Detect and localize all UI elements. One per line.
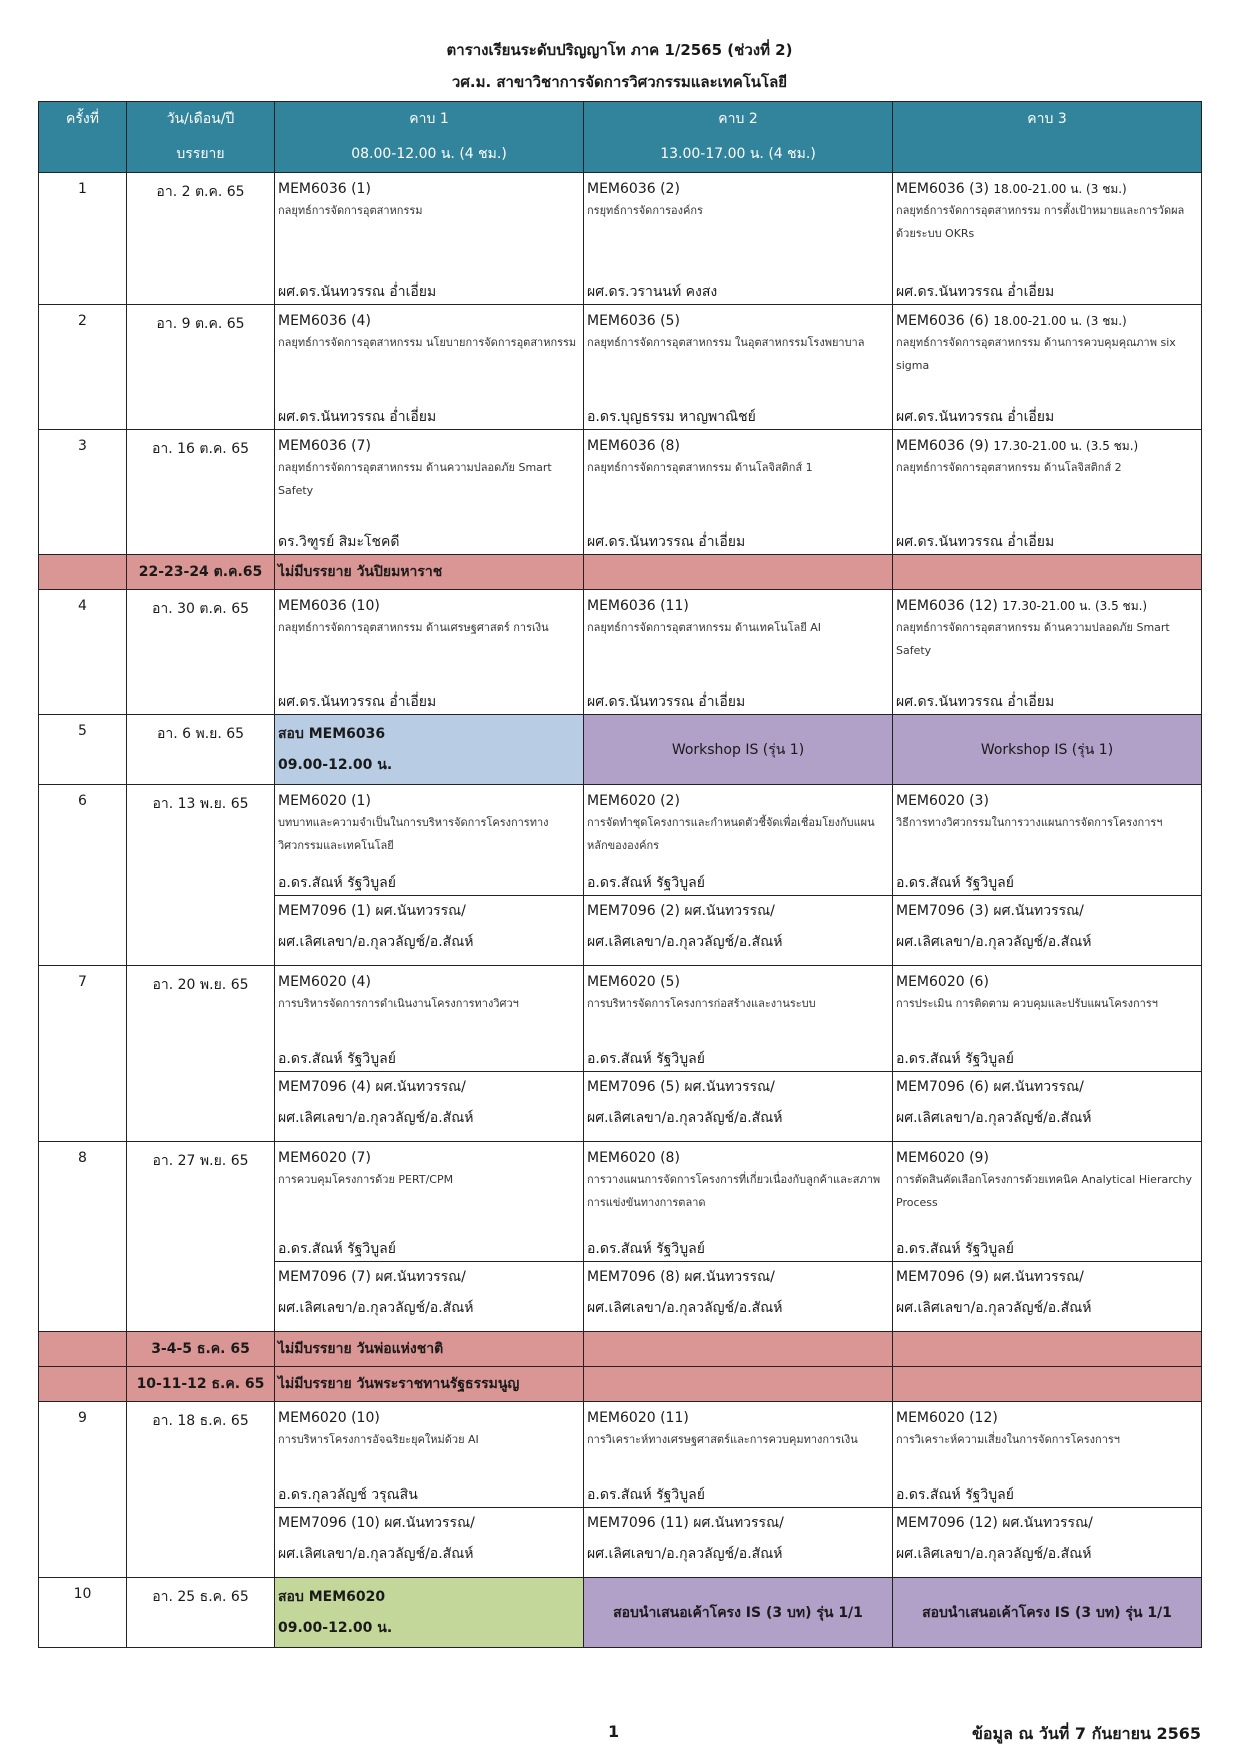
holiday-date: 10-11-12 ธ.ค. 65 bbox=[127, 1367, 275, 1402]
course-code: MEM6020 (4) bbox=[278, 974, 371, 990]
holiday-blank bbox=[39, 1332, 127, 1367]
exam-time: 09.00-12.00 น. bbox=[278, 756, 393, 773]
period-3-cell bbox=[893, 966, 1202, 1072]
course-topic: กลยุทธ์การจัดการอุตสาหกรรม ด้านเทคโนโลยี AI bbox=[587, 621, 822, 634]
session-date: อา. 6 พ.ย. 65 bbox=[127, 715, 275, 785]
course-topic: บทบาทและความจำเป็นในการบริหารจัดการโครงการทางวิศวกรรมและเทคโนโลยี bbox=[278, 816, 549, 852]
holiday-note: ไม่มีบรรยาย วันพ่อแห่งชาติ bbox=[275, 1332, 584, 1367]
holiday-note: ไม่มีบรรยาย วันพระราชทานรัฐธรรมนูญ bbox=[275, 1367, 584, 1402]
session-no: 2 bbox=[39, 305, 127, 430]
header-session-no: ครั้งที่ bbox=[39, 102, 127, 173]
course-code: MEM6020 (1) bbox=[278, 793, 371, 809]
session-date: อา. 16 ต.ค. 65 bbox=[127, 430, 275, 555]
instructor: อ.ดร.สัณห์ รัฐวิบูลย์ bbox=[278, 875, 396, 891]
session-row-8 bbox=[39, 1142, 1202, 1262]
course-code: MEM6036 (6) 18.00-21.00 น. (3 ชม.) bbox=[896, 313, 1127, 329]
document-title: ตารางเรียนระดับปริญญาโท ภาค 1/2565 (ช่วงที่ 2) bbox=[446, 41, 793, 59]
course-topic: กลยุทธ์การจัดการอุตสาหกรรม นโยบายการจัดการอุตสาหกรรม bbox=[278, 336, 577, 349]
instructor: ผศ.ดร.นันทวรรณ อ่ำเอี่ยม bbox=[278, 284, 437, 300]
holiday-row-1 bbox=[39, 555, 1202, 590]
course-code: MEM6036 (7) bbox=[278, 438, 371, 454]
period-1-cell bbox=[275, 785, 584, 896]
session-row-5 bbox=[39, 715, 1202, 785]
course-code: MEM6020 (5) bbox=[587, 974, 680, 990]
session-date: อา. 2 ต.ค. 65 bbox=[127, 173, 275, 305]
instructor: อ.ดร.สัณห์ รัฐวิบูลย์ bbox=[587, 1051, 705, 1067]
course-code: MEM6020 (7) bbox=[278, 1150, 371, 1166]
session-no: 6 bbox=[39, 785, 127, 966]
course-topic: การตัดสินคัดเลือกโครงการด้วยเทคนิค Analytical Hierarchy Process bbox=[896, 1173, 1193, 1209]
instructor: ดร.วิฑูรย์ สิมะโชคดี bbox=[278, 534, 400, 550]
workshop-cell: Workshop IS (รุ่น 1) bbox=[584, 715, 893, 785]
period-3-cell bbox=[893, 1142, 1202, 1262]
session-no: 7 bbox=[39, 966, 127, 1142]
schedule-table bbox=[38, 101, 1202, 1648]
course-topic: กลยุทธ์การจัดการอุตสาหกรรม ด้านโลจิสติกส์ 2 bbox=[896, 461, 1122, 474]
course-code: MEM6036 (8) bbox=[587, 438, 680, 454]
period-3-cell bbox=[893, 590, 1202, 715]
instructor: ผศ.ดร.นันทวรรณ อ่ำเอี่ยม bbox=[896, 694, 1055, 710]
course-code: MEM6020 (12) bbox=[896, 1410, 998, 1426]
course-topic: วิธีการทางวิศวกรรมในการวางแผนการจัดการโครงการฯ bbox=[896, 816, 1163, 829]
period-2-cell bbox=[584, 590, 893, 715]
session-row-4 bbox=[39, 590, 1202, 715]
session-no: 8 bbox=[39, 1142, 127, 1332]
instructor: อ.ดร.สัณห์ รัฐวิบูลย์ bbox=[278, 1241, 396, 1257]
course-topic: กลยุทธ์การจัดการอุตสาหกรรม bbox=[278, 204, 423, 217]
course-topic: การบริหารโครงการอัจฉริยะยุคใหม่ด้วย AI bbox=[278, 1433, 479, 1446]
course-code: MEM6020 (6) bbox=[896, 974, 989, 990]
period-1-cell bbox=[275, 1142, 584, 1262]
course-topic: การวิเคราะห์ความเสี่ยงในการจัดการโครงการฯ bbox=[896, 1433, 1120, 1446]
course-code: MEM6020 (3) bbox=[896, 793, 989, 809]
seminar-cell-2: MEM7096 (11) ผศ.นันทวรรณ/ ผศ.เลิศเลขา/อ.กุลวลัญช์/อ.สัณห์ bbox=[584, 1508, 893, 1578]
instructor: อ.ดร.สัณห์ รัฐวิบูลย์ bbox=[278, 1051, 396, 1067]
session-row-6 bbox=[39, 785, 1202, 896]
seminar-cell-3: MEM7096 (12) ผศ.นันทวรรณ/ ผศ.เลิศเลขา/อ.กุลวลัญช์/อ.สัณห์ bbox=[893, 1508, 1202, 1578]
period-2-cell bbox=[584, 966, 893, 1072]
period-3-cell bbox=[893, 305, 1202, 430]
period-1-cell bbox=[275, 305, 584, 430]
holiday-blank bbox=[39, 1367, 127, 1402]
exam-title: สอบ MEM6020 bbox=[278, 1588, 386, 1605]
course-topic: การบริหารจัดการโครงการก่อสร้างและงานระบบ bbox=[587, 997, 816, 1010]
holiday-blank bbox=[893, 1332, 1202, 1367]
course-code: MEM6036 (5) bbox=[587, 313, 680, 329]
holiday-blank bbox=[584, 1367, 893, 1402]
course-topic: การจัดทำชุดโครงการและกำหนดตัวชี้จัดเพื่อเชื่อมโยงกับแผนหลักขององค์กร bbox=[587, 816, 875, 852]
period-2-cell bbox=[584, 173, 893, 305]
data-as-of-note: ข้อมูล ณ วันที่ 7 กันยายน 2565 bbox=[971, 1724, 1201, 1743]
time-note: 17.30-21.00 น. (3.5 ชม.) bbox=[1002, 599, 1148, 613]
period-1-cell bbox=[275, 966, 584, 1072]
session-date: อา. 30 ต.ค. 65 bbox=[127, 590, 275, 715]
period-3-cell bbox=[893, 785, 1202, 896]
session-no: 1 bbox=[39, 173, 127, 305]
period-2-cell bbox=[584, 430, 893, 555]
session-no: 5 bbox=[39, 715, 127, 785]
header-period-2: คาบ 2 13.00-17.00 น. (4 ชม.) bbox=[584, 102, 893, 173]
instructor: ผศ.ดร.นันทวรรณ อ่ำเอี่ยม bbox=[278, 694, 437, 710]
course-topic: การวางแผนการจัดการโครงการที่เกี่ยวเนื่องกับลูกค้าและสภาพการแข่งขันทางการตลาด bbox=[587, 1173, 881, 1209]
period-2-cell bbox=[584, 1142, 893, 1262]
proposal-exam-cell: สอบนำเสนอเค้าโครง IS (3 บท) รุ่น 1/1 bbox=[893, 1578, 1202, 1648]
holiday-blank bbox=[39, 555, 127, 590]
course-topic: การควบคุมโครงการด้วย PERT/CPM bbox=[278, 1173, 454, 1186]
page-number: 1 bbox=[608, 1722, 620, 1741]
period-1-cell bbox=[275, 173, 584, 305]
instructor: ผศ.ดร.นันทวรรณ อ่ำเอี่ยม bbox=[587, 534, 746, 550]
instructor: ผศ.ดร.นันทวรรณ อ่ำเอี่ยม bbox=[896, 534, 1055, 550]
holiday-date: 3-4-5 ธ.ค. 65 bbox=[127, 1332, 275, 1367]
period-2-cell bbox=[584, 305, 893, 430]
course-topic: การบริหารจัดการการดำเนินงานโครงการทางวิศวฯ bbox=[278, 997, 519, 1010]
session-date: อา. 27 พ.ย. 65 bbox=[127, 1142, 275, 1332]
session-row-1 bbox=[39, 173, 1202, 305]
exam-cell bbox=[275, 1578, 584, 1648]
instructor: อ.ดร.สัณห์ รัฐวิบูลย์ bbox=[896, 1051, 1014, 1067]
seminar-cell-1: MEM7096 (4) ผศ.นันทวรรณ/ ผศ.เลิศเลขา/อ.กุลวลัญช์/อ.สัณห์ bbox=[275, 1072, 584, 1142]
period-2-cell bbox=[584, 1402, 893, 1508]
course-code: MEM6020 (9) bbox=[896, 1150, 989, 1166]
session-date: อา. 25 ธ.ค. 65 bbox=[127, 1578, 275, 1648]
session-date: อา. 9 ต.ค. 65 bbox=[127, 305, 275, 430]
holiday-blank bbox=[584, 555, 893, 590]
course-code: MEM6036 (3) 18.00-21.00 น. (3 ชม.) bbox=[896, 181, 1127, 197]
instructor: อ.ดร.สัณห์ รัฐวิบูลย์ bbox=[587, 1241, 705, 1257]
session-no: 3 bbox=[39, 430, 127, 555]
instructor: ผศ.ดร.วรานนท์ คงสง bbox=[587, 284, 718, 300]
course-code: MEM6036 (11) bbox=[587, 598, 689, 614]
period-3-cell bbox=[893, 1402, 1202, 1508]
instructor: ผศ.ดร.นันทวรรณ อ่ำเอี่ยม bbox=[896, 284, 1055, 300]
session-no: 4 bbox=[39, 590, 127, 715]
course-topic: การวิเคราะห์ทางเศรษฐศาสตร์และการควบคุมทางการเงิน bbox=[587, 1433, 858, 1446]
workshop-cell: Workshop IS (รุ่น 1) bbox=[893, 715, 1202, 785]
session-date: อา. 20 พ.ย. 65 bbox=[127, 966, 275, 1142]
holiday-blank bbox=[584, 1332, 893, 1367]
seminar-cell-2: MEM7096 (2) ผศ.นันทวรรณ/ ผศ.เลิศเลขา/อ.กุลวลัญช์/อ.สัณห์ bbox=[584, 896, 893, 966]
holiday-blank bbox=[893, 1367, 1202, 1402]
time-note: 18.00-21.00 น. (3 ชม.) bbox=[993, 182, 1127, 196]
seminar-cell-3: MEM7096 (9) ผศ.นันทวรรณ/ ผศ.เลิศเลขา/อ.กุลวลัญช์/อ.สัณห์ bbox=[893, 1262, 1202, 1332]
proposal-exam-cell: สอบนำเสนอเค้าโครง IS (3 บท) รุ่น 1/1 bbox=[584, 1578, 893, 1648]
period-2-cell bbox=[584, 785, 893, 896]
course-code: MEM6020 (8) bbox=[587, 1150, 680, 1166]
session-row-7 bbox=[39, 966, 1202, 1072]
session-row-2 bbox=[39, 305, 1202, 430]
course-topic: กลยุทธ์การจัดการอุตสาหกรรม ด้านความปลอดภัย Smart Safety bbox=[896, 621, 1170, 657]
course-topic: กรยุทธ์การจัดการองค์กร bbox=[587, 204, 703, 217]
course-topic: กลยุทธ์การจัดการอุตสาหกรรม ด้านเศรษฐศาสตร์ การเงิน bbox=[278, 621, 549, 634]
instructor: อ.ดร.สัณห์ รัฐวิบูลย์ bbox=[896, 1487, 1014, 1503]
seminar-cell-1: MEM7096 (10) ผศ.นันทวรรณ/ ผศ.เลิศเลขา/อ.กุลวลัญช์/อ.สัณห์ bbox=[275, 1508, 584, 1578]
course-topic: กลยุทธ์การจัดการอุตสาหกรรม ด้านความปลอดภัย Smart Safety bbox=[278, 461, 552, 497]
course-topic: กลยุทธ์การจัดการอุตสาหกรรม ในอุตสาหกรรมโรงพยาบาล bbox=[587, 336, 865, 349]
instructor: อ.ดร.กุลวลัญช์ วรุณสิน bbox=[278, 1487, 418, 1503]
period-3-cell bbox=[893, 173, 1202, 305]
session-row-9 bbox=[39, 1402, 1202, 1508]
instructor: อ.ดร.สัณห์ รัฐวิบูลย์ bbox=[896, 1241, 1014, 1257]
course-topic: การประเมิน การติดตาม ควบคุมและปรับแผนโครงการฯ bbox=[896, 997, 1158, 1010]
session-row-10 bbox=[39, 1578, 1202, 1648]
course-code: MEM6036 (2) bbox=[587, 181, 680, 197]
seminar-cell-3: MEM7096 (6) ผศ.นันทวรรณ/ ผศ.เลิศเลขา/อ.กุลวลัญช์/อ.สัณห์ bbox=[893, 1072, 1202, 1142]
exam-cell bbox=[275, 715, 584, 785]
course-code: MEM6036 (12) 17.30-21.00 น. (3.5 ชม.) bbox=[896, 598, 1148, 614]
time-note: 18.00-21.00 น. (3 ชม.) bbox=[993, 314, 1127, 328]
holiday-note: ไม่มีบรรยาย วันปิยมหาราช bbox=[275, 555, 584, 590]
course-topic: กลยุทธ์การจัดการอุตสาหกรรม ด้านโลจิสติกส์ 1 bbox=[587, 461, 813, 474]
course-topic: กลยุทธ์การจัดการอุตสาหกรรม การตั้งเป้าหมายและการวัดผลด้วยระบบ OKRs bbox=[896, 204, 1185, 240]
instructor: ผศ.ดร.นันทวรรณ อ่ำเอี่ยม bbox=[278, 409, 437, 425]
session-date: อา. 18 ธ.ค. 65 bbox=[127, 1402, 275, 1578]
seminar-cell-1: MEM7096 (1) ผศ.นันทวรรณ/ ผศ.เลิศเลขา/อ.กุลวลัญช์/อ.สัณห์ bbox=[275, 896, 584, 966]
instructor: อ.ดร.สัณห์ รัฐวิบูลย์ bbox=[896, 875, 1014, 891]
session-no: 9 bbox=[39, 1402, 127, 1578]
course-code: MEM6036 (4) bbox=[278, 313, 371, 329]
header-row bbox=[39, 102, 1202, 173]
course-code: MEM6020 (10) bbox=[278, 1410, 380, 1426]
session-date: อา. 13 พ.ย. 65 bbox=[127, 785, 275, 966]
holiday-row-2 bbox=[39, 1332, 1202, 1367]
course-topic: กลยุทธ์การจัดการอุตสาหกรรม ด้านการควบคุมคุณภาพ six sigma bbox=[896, 336, 1176, 372]
seminar-cell-2: MEM7096 (5) ผศ.นันทวรรณ/ ผศ.เลิศเลขา/อ.กุลวลัญช์/อ.สัณห์ bbox=[584, 1072, 893, 1142]
instructor: ผศ.ดร.นันทวรรณ อ่ำเอี่ยม bbox=[587, 694, 746, 710]
period-3-cell bbox=[893, 430, 1202, 555]
holiday-row-3 bbox=[39, 1367, 1202, 1402]
seminar-cell-1: MEM7096 (7) ผศ.นันทวรรณ/ ผศ.เลิศเลขา/อ.กุลวลัญช์/อ.สัณห์ bbox=[275, 1262, 584, 1332]
program-subtitle: วศ.ม. สาขาวิชาการจัดการวิศวกรรมและเทคโนโลยี bbox=[451, 73, 788, 91]
course-code: MEM6036 (9) 17.30-21.00 น. (3.5 ชม.) bbox=[896, 438, 1139, 454]
instructor: อ.ดร.สัณห์ รัฐวิบูลย์ bbox=[587, 1487, 705, 1503]
header-date: วัน/เดือน/ปี บรรยาย bbox=[127, 102, 275, 173]
course-code: MEM6036 (1) bbox=[278, 181, 371, 197]
seminar-cell-2: MEM7096 (8) ผศ.นันทวรรณ/ ผศ.เลิศเลขา/อ.กุลวลัญช์/อ.สัณห์ bbox=[584, 1262, 893, 1332]
exam-title: สอบ MEM6036 bbox=[278, 725, 386, 742]
period-1-cell bbox=[275, 430, 584, 555]
holiday-blank bbox=[893, 555, 1202, 590]
course-code: MEM6036 (10) bbox=[278, 598, 380, 614]
seminar-cell-3: MEM7096 (3) ผศ.นันทวรรณ/ ผศ.เลิศเลขา/อ.กุลวลัญช์/อ.สัณห์ bbox=[893, 896, 1202, 966]
header-period-1: คาบ 1 08.00-12.00 น. (4 ชม.) bbox=[275, 102, 584, 173]
holiday-date: 22-23-24 ต.ค.65 bbox=[127, 555, 275, 590]
instructor: ผศ.ดร.นันทวรรณ อ่ำเอี่ยม bbox=[896, 409, 1055, 425]
header-period-3: คาบ 3 bbox=[893, 102, 1202, 173]
course-code: MEM6020 (2) bbox=[587, 793, 680, 809]
time-note: 17.30-21.00 น. (3.5 ชม.) bbox=[993, 439, 1139, 453]
course-code: MEM6020 (11) bbox=[587, 1410, 689, 1426]
instructor: อ.ดร.บุญธรรม หาญพาณิชย์ bbox=[587, 409, 756, 425]
period-1-cell bbox=[275, 1402, 584, 1508]
session-row-3 bbox=[39, 430, 1202, 555]
period-1-cell bbox=[275, 590, 584, 715]
instructor: อ.ดร.สัณห์ รัฐวิบูลย์ bbox=[587, 875, 705, 891]
exam-time: 09.00-12.00 น. bbox=[278, 1619, 393, 1636]
session-no: 10 bbox=[39, 1578, 127, 1648]
